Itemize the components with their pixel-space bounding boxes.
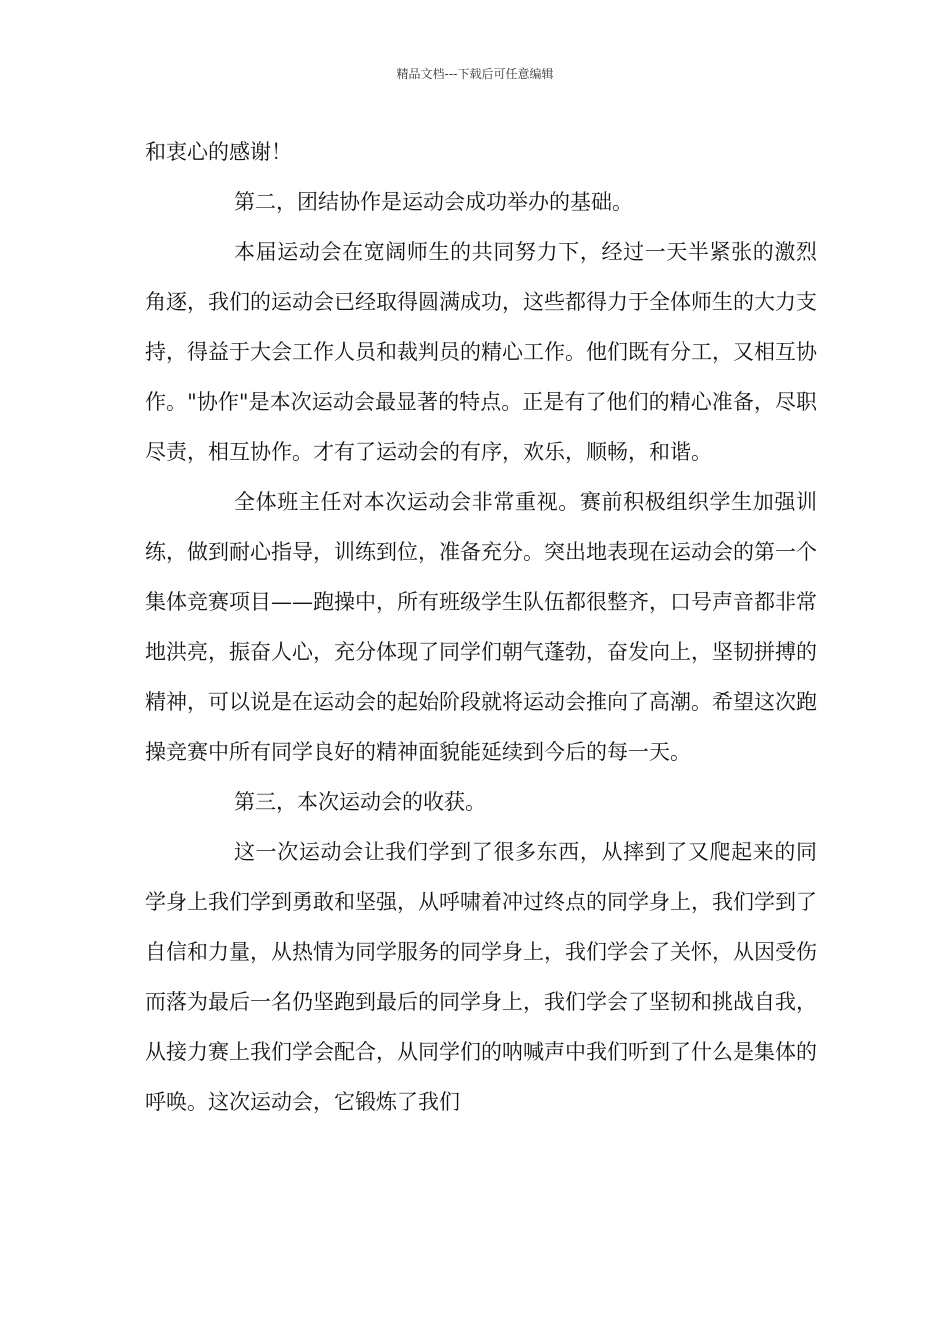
page-header: 精品文档---下载后可任意编辑: [396, 67, 554, 81]
paragraph-class-teachers: 全体班主任对本次运动会非常重视。赛前积极组织学生加强训练，做到耐心指导，训练到位，准备充分。突出地表现在运动会的第一个集体竞赛项目——跑操中，所有班级学生队伍都很整齐，口号声音都非常地洪亮，振奋人心，充分体现了同学们朝气蓬勃，奋发向上，坚韧拼搏的精神，可以说是在运动会的起始阶段就将运动会推向了高潮。希望这次跑操竞赛中所有同学良好的精神面貌能延续到今后的每一天。: [145, 490, 817, 764]
paragraph-teamwork: 本届运动会在宽阔师生的共同努力下，经过一天半紧张的激烈角逐，我们的运动会已经取得圆满成功，这些都得力于全体师生的大力支持，得益于大会工作人员和裁判员的精心工作。他们既有分工，又相互协作。"协作"是本次运动会最显著的特点。正是有了他们的精心准备，尽职尽责，相互协作。才有了运动会的有序，欢乐，顺畅，和谐。: [145, 240, 817, 464]
paragraph-continuation: 和衷心的感谢！: [145, 140, 292, 164]
document-body: [145, 127, 817, 1127]
section-heading-second: 第二，团结协作是运动会成功举办的基础。: [234, 190, 633, 214]
paragraph-gains: 这一次运动会让我们学到了很多东西，从摔到了又爬起来的同学身上我们学到勇敢和坚强，从呼啸着冲过终点的同学身上，我们学到了自信和力量，从热情为同学服务的同学身上，我们学会了关怀，从因受伤而落为最后一名仍坚跑到最后的同学身上，我们学会了坚韧和挑战自我，从接力赛上我们学会配合，从同学们的呐喊声中我们听到了什么是集体的呼唤。这次运动会，它锻炼了我们: [145, 840, 817, 1114]
section-heading-third: 第三，本次运动会的收获。: [234, 790, 486, 814]
